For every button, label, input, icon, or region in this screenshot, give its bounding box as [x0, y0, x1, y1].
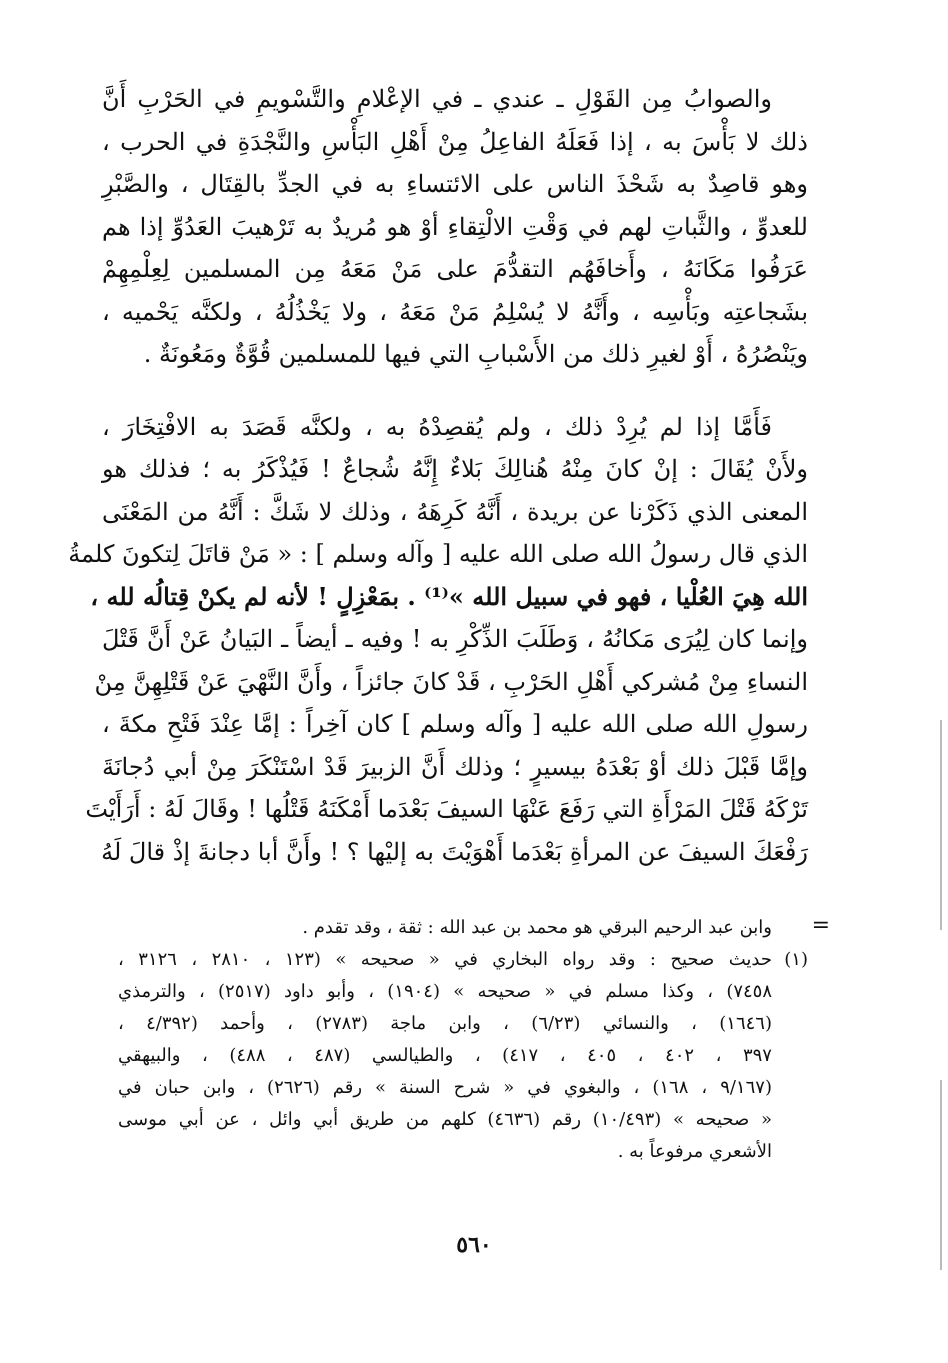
footnote-1-line: « صحيحه » (١٠/٤٩٣) رقم (٤٦٣٦) كلهم من طريق أبي وائل ، عن أبي موسى — [118, 1109, 772, 1130]
text-line: الذي قال رسولُ الله صلى الله عليه [ وآله وسلم ] : « مَنْ قاتَلَ لِتكونَ كلمةُ — [68, 540, 808, 568]
footnote-1-marker: (١) — [784, 949, 808, 970]
text-line: فَأَمَّا إذا لم يُرِدْ ذلك ، ولم يُقصِدْهُ به ، ولكنَّه قَصَدَ به الافْتِخَارَ ، — [102, 412, 772, 441]
text-line: تَرْكَهُ قَتْلَ المَرْأَةِ التي رَفَعَ عَنْهَا السيفَ بَعْدَما أَمْكَنَهُ قَتْلُها ! وقَالَ لَهُ : أَرَأَيْتَ — [85, 795, 808, 823]
footnotes — [118, 912, 808, 1168]
text-line: للعدوِّ ، والثَّباتِ لهم في وَقْتِ الالْتِقاءِ أوْ هو مُريدٌ به تَرْهيبَ العَدُوِّ إذا هم — [102, 212, 808, 241]
text-line: ويَنْصُرُهُ ، أَوْ لغيرِ ذلك من الأَسْبابِ التي فيها للمسلمين قُوَّةٌ ومَعُونَةٌ . — [143, 340, 808, 368]
footnote-continuation: وابن عبد الرحيم البرقي هو محمد بن عبد الله : ثقة ، وقد تقدم . — [302, 917, 772, 938]
page-edge-shadow — [940, 1080, 942, 1270]
footnote-1-line: ٣٩٧ ، ٤٠٢ ، ٤٠٥ ، ٤١٧) ، والطيالسي (٤٨٧ ، ٤٨٨) ، والبيهقي — [118, 1045, 772, 1066]
footnote-1-line: ٧٤٥٨) ، وكذا مسلم في « صحيحه » (١٩٠٤) ، وأبو داود (٢٥١٧) ، والترمذي — [118, 981, 773, 1002]
text-line: والصوابُ مِن القَوْلِ ـ عندي ـ في الإعْلامِ والتَّسْويمِ في الحَرْبِ أَنَّ — [102, 85, 773, 113]
footnote-1-line — [118, 944, 808, 976]
paragraph-gap — [102, 376, 808, 406]
footnote-1-text: حديث صحيح : وقد رواه البخاري في « صحيحه » (١٢٣ ، ٢٨١٠ ، ٣١٢٦ ، — [118, 949, 772, 970]
page-number: ٥٦٠ — [456, 1232, 492, 1258]
main-text-body — [68, 78, 808, 873]
text-line: رسولِ الله صلى الله عليه [ وآله وسلم ] كان آخِراً : إمَّا عِنْدَ فَتْحِ مكةَ ، — [102, 710, 808, 738]
text-line: رَفْعَكَ السيفَ عن المرأةِ بَعْدَما أَهْوَيْتَ به إليْها ؟ ! وأَنَّ أبا دجانةَ إذْ قالَ لَهُ — [101, 837, 808, 866]
text-line: وهو قاصِدٌ به شَحْذَ الناس على الائتساءِ به في الجدِّ بالقِتَال ، والصَّبْرِ — [102, 170, 808, 198]
text-line: النساءِ مِنْ مُشركي أَهْلِ الحَرْبِ ، قَدْ كانَ جائزاً ، وأَنَّ النَّهْيَ عَنْ قَتْلِهِنَّ مِنْ — [94, 667, 808, 696]
footnote-1-line: (١٦٤٦) ، والنسائي (٦/٢٣) ، وابن ماجة (٢٧٨٣) ، وأحمد (٤/٣٩٢ ، — [118, 1013, 772, 1034]
text-line: الله هِيَ العُلْيا ، فهو في سبيل الله »⁽¹⁾ . بمَعْزِلٍ ! لأنه لم يكنْ قِتالُه لله ، — [90, 581, 808, 611]
page-edge-shadow — [940, 720, 942, 930]
footnote-1-line: (٩/١٦٧ ، ١٦٨) ، والبغوي في « شرح السنة » رقم (٢٦٢٦) ، وابن حبان في — [118, 1077, 772, 1098]
footnote-1-line: الأشعري مرفوعاً به . — [617, 1141, 772, 1162]
text-line: بشَجاعتِه وبَأْسِه ، وأَنَّهُ لا يُسْلِمُ مَنْ مَعَهُ ، ولا يَخْذُلُهُ ، ولكنَّه يَحْميه ، — [102, 297, 808, 326]
text-line: ذلك لا بَأْسَ به ، إذا فَعَلَهُ الفاعِلُ مِنْ أَهْلِ البَأْسِ والنَّجْدَةِ في الحرب ، — [102, 127, 808, 156]
text-line: وإمَّا قَبْلَ ذلك أوْ بَعْدَهُ بيسيرٍ ؛ وذلك أَنَّ الزبيرَ قَدْ اسْتَنْكَرَ مِنْ أبي دُجانَةَ — [102, 752, 808, 781]
text-line: وإنما كان لِيُرَى مَكانُهُ ، وَطَلَبَ الذِّكْرِ به ! وفيه ـ أيضاً ـ البَيانُ عَنْ أَنَّ قَتْلَ — [102, 625, 808, 653]
text-line: ولأَنْ يُقَالَ : إنْ كانَ مِنْهُ هُنالِكَ بَلاءٌ إِنَّهُ شُجاعٌ ! فَيُذْكَرُ به ؛ فذلك هو — [102, 455, 808, 483]
text-line: المعنى الذي ذَكَرْنا عن بريدة ، أَنَّهُ كَرِهَهُ ، وذلك لا شَكَّ : أَنَّهُ من المَعْنَى — [102, 497, 808, 526]
footnote-continuation-marker: = — [811, 913, 830, 938]
text-line: عَرَفُوا مَكَانَهُ ، وأَخافَهُم التقدُّمَ على مَنْ مَعَهُ مِن المسلمين لِعِلْمِهِمْ — [102, 255, 808, 283]
